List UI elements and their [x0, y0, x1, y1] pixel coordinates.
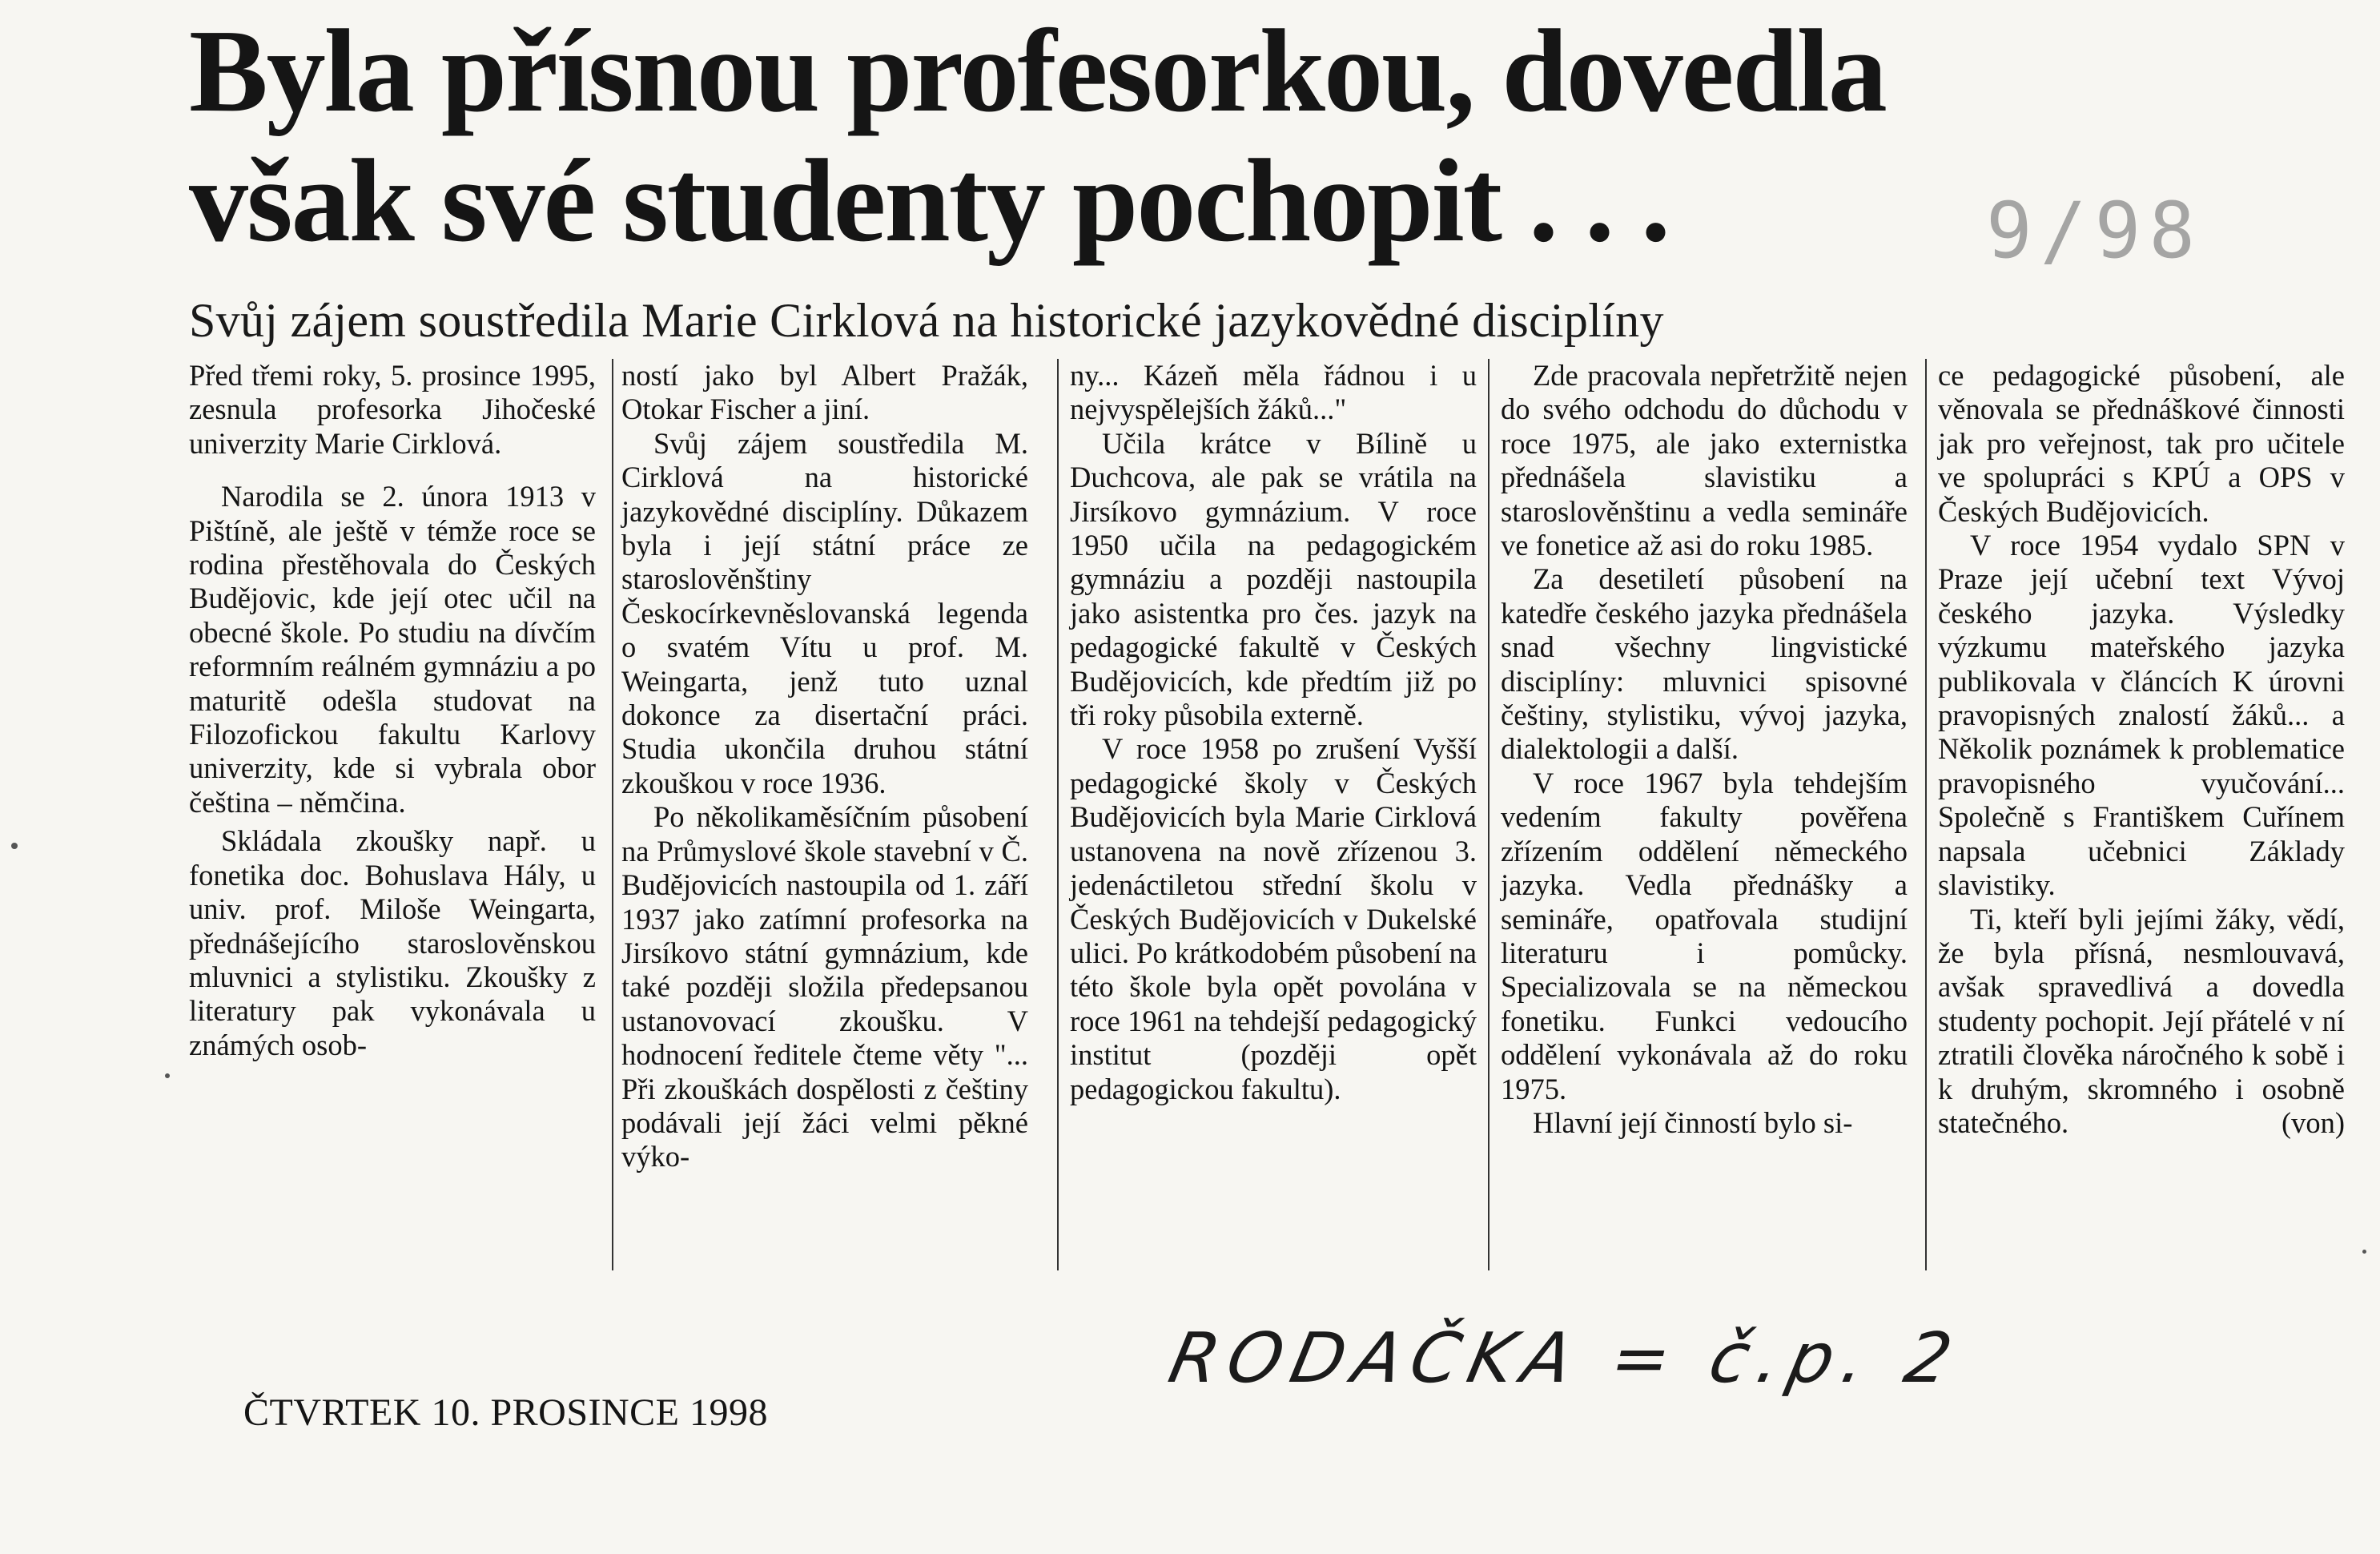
article-column-1 [189, 359, 596, 1062]
paragraph: Zde pracovala nepřetržitě nejen do svého odchodu do důchodu v roce 1975, ale jako externistka přednášela slavistiku a staroslověnštinu a vedla semináře ve fonetice až asi do roku 1985. [1501, 359, 1908, 562]
paragraph: V roce 1967 byla tehdejším vedením fakulty pověřena zřízením oddělení německého jazyka. Vedla přednášky a semináře, opatřovala studijní literaturu i pomůcky. Specializovala se na německou fonetiku. Funkci vedoucího oddělení vykonávala až do roku 1975. [1501, 766, 1908, 1105]
subheadline: Svůj zájem soustředila Marie Cirklová na historické jazykovědné disciplíny [189, 294, 1664, 347]
paragraph: Učila krátce v Bílině u Duchcova, ale pak se vrátila na Jirsíkovo gymnázium. V roce 1950 učila na pedagogickém gymnáziu a později nastoupila jako asistentka pro čes. jazyk na pedagogické fakultě v Českých Budějovicích, kde předtím již po tři roky působila externě. [1070, 426, 1477, 732]
paragraph-text: Ti, kteří byli jejími žáky, vědí, že byla přísná, nesmlouvavá, avšak spravedlivá a dovedla studenty pochopit. Její přátelé v ní ztratili člověka náročného k sobě i k druhým, skromného i osobně statečného. [1938, 902, 2345, 1139]
paragraph: Narodila se 2. února 1913 v Pištíně, ale ještě v témže roce se rodina přestěhovala do Českých Budějovic, kde její otec učil na obecné škole. Po studiu na dívčím reformním reálném gymnáziu a po maturitě odešla studovat na Filozofickou fakultu Karlovy univerzity, kde si vybrala obor čeština – němčina. [189, 480, 596, 819]
paragraph: Po několikaměsíčním působení na Průmyslové škole stavební v Č. Budějovicích nastoupila od 1. září 1937 jako zatímní profesorka na Jirsíkovo státní gymnázium, kde také později složila předepsanou ustanovovací zkoušku. V hodnocení ředitele čteme věty "... Při zkouškách dospělosti z češtiny podávali její žáci velmi pěkné výko- [621, 800, 1028, 1174]
handwritten-note: RODAČKA = č.p. 2 [1162, 1318, 1968, 1399]
paragraph: V roce 1958 po zrušení Vyšší pedagogické školy v Českých Budějovicích byla Marie Cirklová ustanovena na nově zřízenou 3. jedenáctiletou střední školu v Českých Budějovicích v Dukelské ulici. Po krátkodobém působení na této škole byla opět povolána v roce 1961 na tehdejší pedagogický institut (později opět pedagogickou fakultu). [1070, 732, 1477, 1105]
paragraph: V roce 1954 vydalo SPN v Praze její učební text Vývoj českého jazyka. Výsledky výzkumu mateřského jazyka publikovala v článcích K úrovni pravopisných znalostí žáků... a Několik poznámek k problematice pravopisného vyučování... Společně s Františkem Cuřínem napsala učebnici Základy slavistiky. [1938, 529, 2345, 902]
column-divider [612, 359, 613, 1270]
scan-speck [11, 843, 18, 849]
article-column-3 [1070, 359, 1477, 1106]
paragraph [1938, 903, 2345, 1141]
scan-speck [2362, 1250, 2366, 1254]
author-signature: (von) [2281, 1105, 2345, 1139]
paragraph: Za desetiletí působení na katedře českého jazyka přednášela snad všechny lingvistické disciplíny: mluvnici spisovné češtiny, stylistiku, vývoj jazyka, dialektologii a další. [1501, 562, 1908, 766]
paragraph: Hlavní její činností bylo si- [1533, 1105, 1853, 1139]
headline-line-1: Byla přísnou profesorkou, dovedla [189, 6, 1886, 137]
headline-line-2: však své studenty pochopit . . . [189, 135, 1670, 267]
article-column-4 [1501, 359, 1908, 1140]
column-divider [1925, 359, 1927, 1270]
paragraph: ny... Kázeň měla řádnou i u nejvyspělejších žáků..." [1070, 359, 1477, 426]
paragraph: Skládala zkoušky např. u fonetika doc. Bohuslava Hály, u univ. prof. Miloše Weingarta, přednášejícího staroslověnskou mluvnici a stylistiku. Zkoušky z literatury pak vykonávala u známých osob- [189, 824, 596, 1061]
paragraph: ce pedagogické působení, ale věnovala se přednáškové činnosti jak pro veřejnost, tak pro učitele ve spolupráci s KPÚ a OPS v Českých Budějovicích. [1938, 359, 2345, 528]
handwritten-issue-note: 9/98 [1986, 186, 2204, 276]
publication-date: ČTVRTEK 10. PROSINCE 1998 [243, 1391, 768, 1434]
scan-speck [165, 1073, 170, 1078]
column-divider [1488, 359, 1490, 1270]
article-column-2 [621, 359, 1028, 1174]
headline [189, 6, 2271, 266]
paragraph: Před třemi roky, 5. prosince 1995, zesnula profesorka Jihočeské univerzity Marie Cirklová. [189, 359, 596, 460]
paragraph: ností jako byl Albert Pražák, Otokar Fischer a jiní. [621, 359, 1028, 426]
column-divider [1057, 359, 1059, 1270]
paragraph: Svůj zájem soustředila M. Cirklová na historické jazykovědné disciplíny. Důkazem byla i její státní práce ze staroslověnštiny Českocírkevněslovanská legenda o svatém Vítu u prof. M. Weingarta, jenž tuto uznal dokonce za disertační práci. Studia ukončila druhou státní zkouškou v roce 1936. [621, 426, 1028, 799]
article-column-5 [1938, 359, 2345, 1140]
